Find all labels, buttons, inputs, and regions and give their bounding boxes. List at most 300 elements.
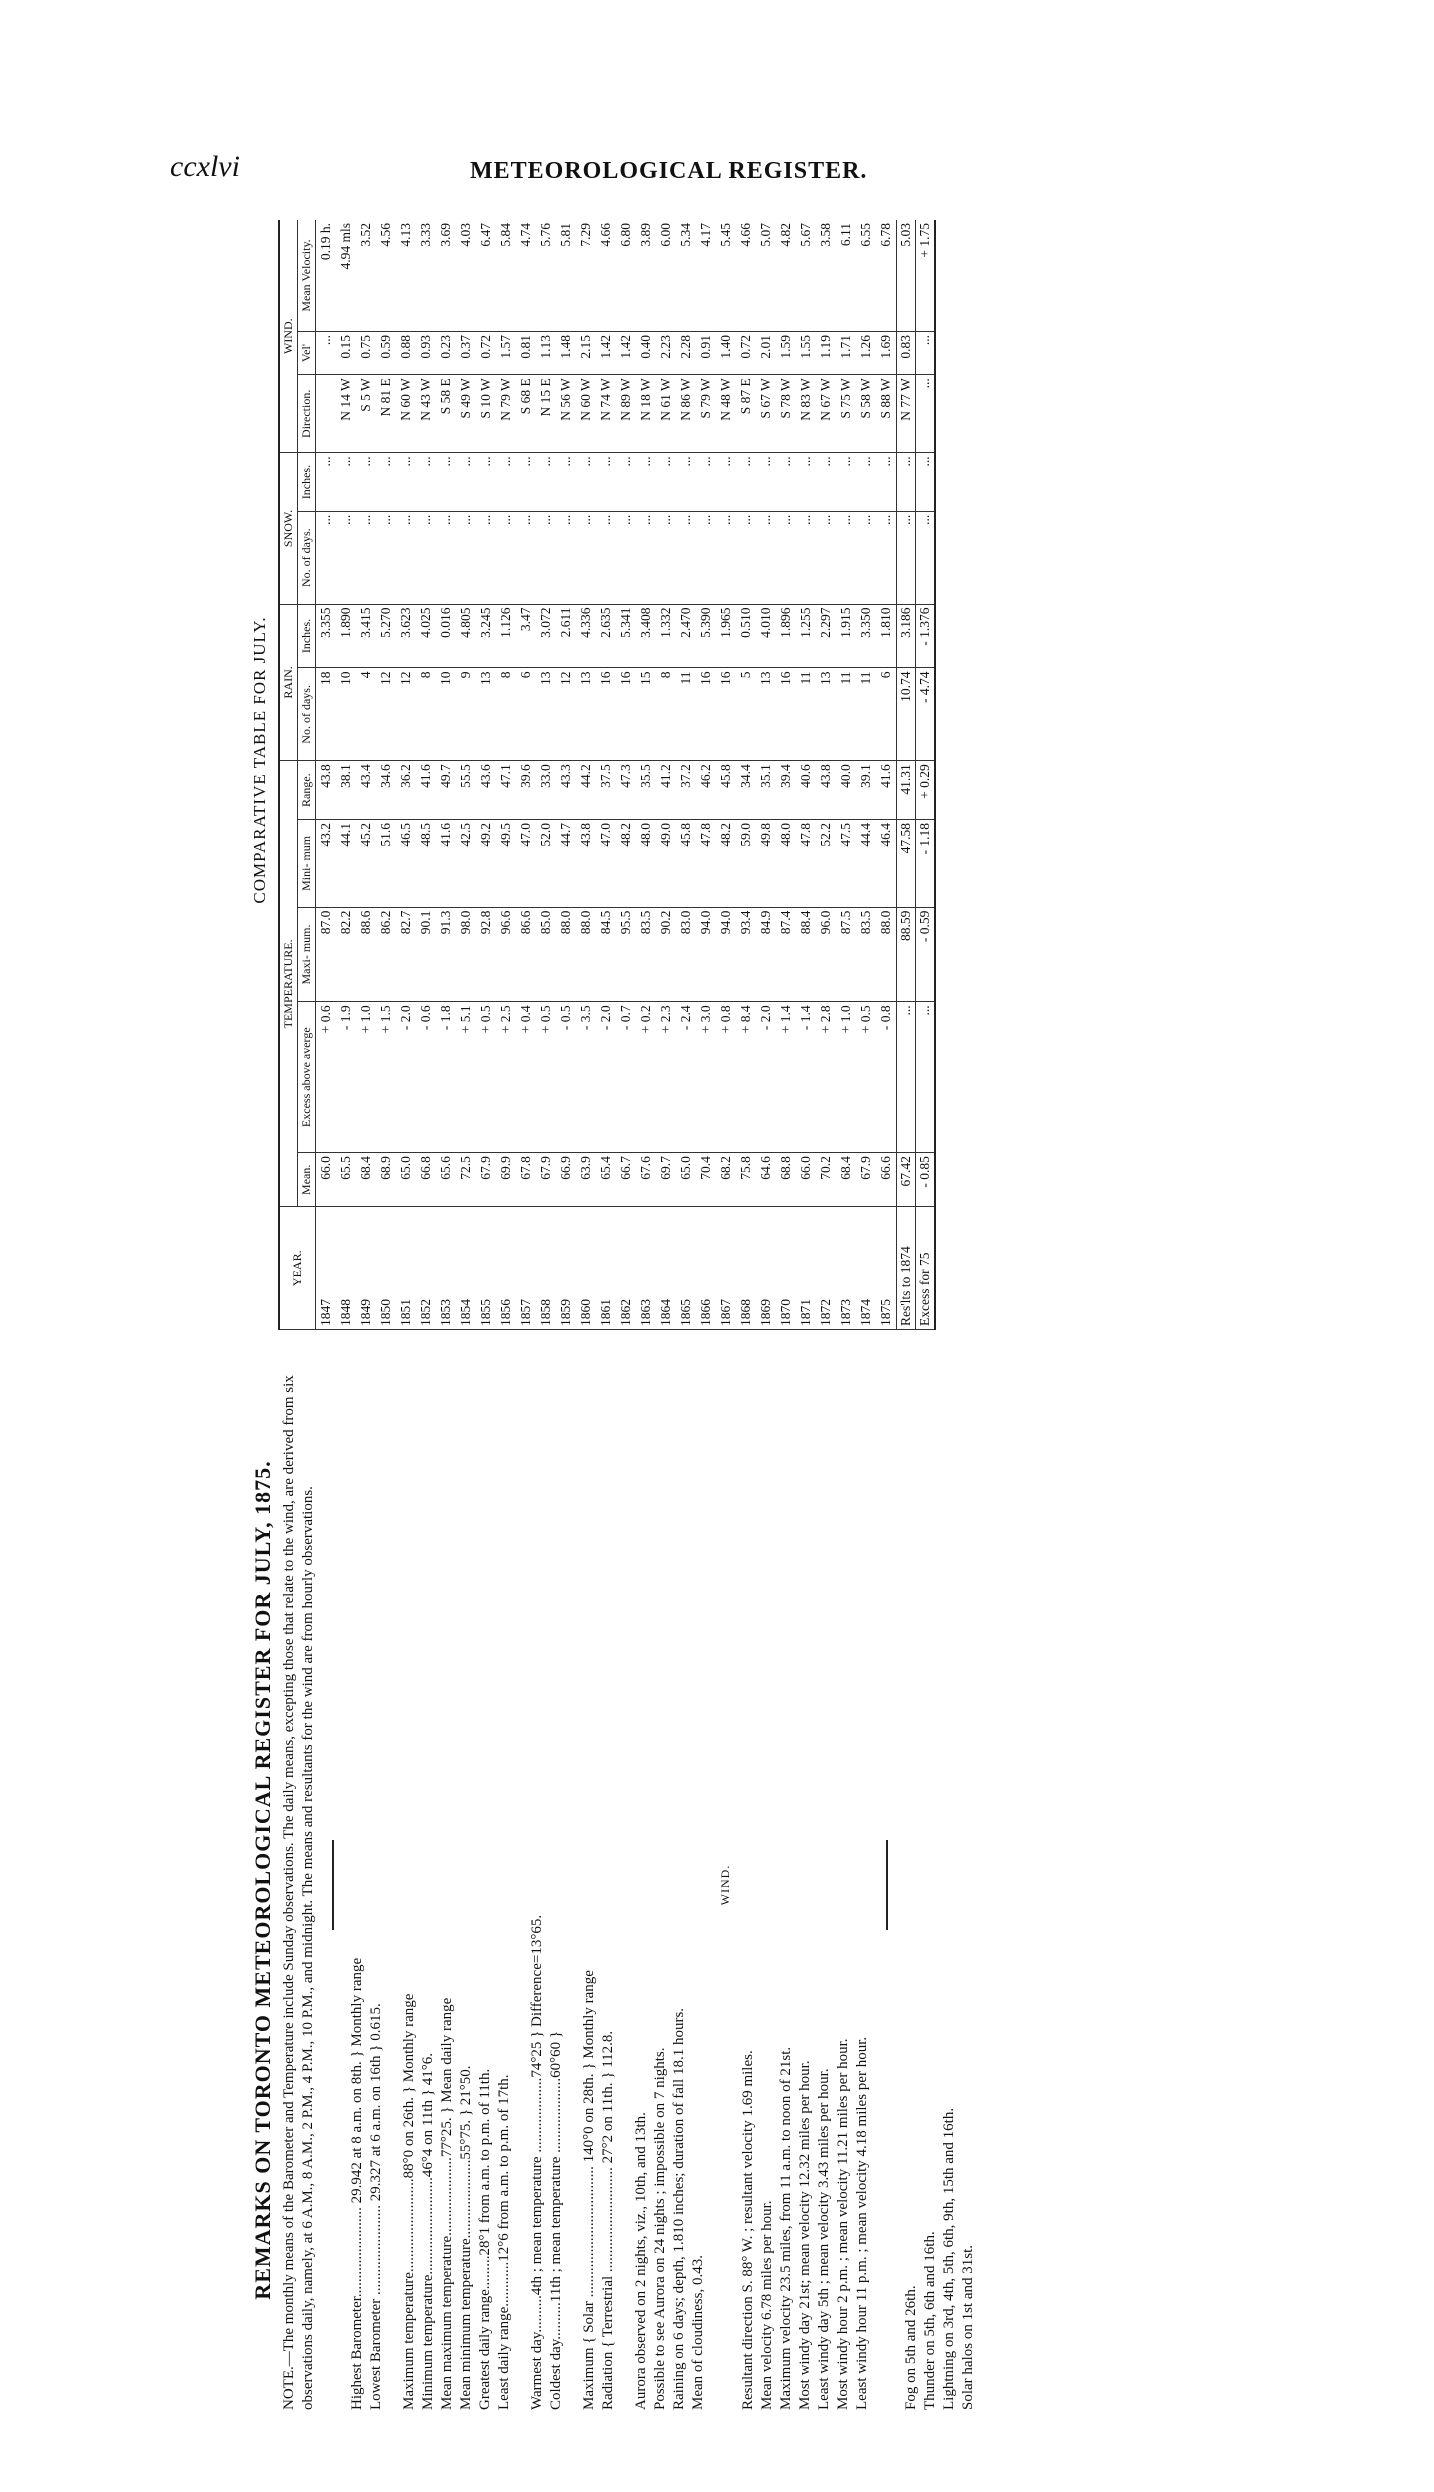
- remarks-notes: [280, 1360, 978, 2410]
- col-direction: Direction.: [298, 375, 316, 453]
- table-row: [376, 220, 396, 1330]
- table-cell: - 1.9: [336, 1002, 356, 1153]
- table-cell: + 1.0: [836, 1002, 856, 1153]
- group-temperature: TEMPERATURE.: [279, 761, 298, 1207]
- table-cell: 1847: [316, 1207, 337, 1330]
- table-row: [676, 220, 696, 1330]
- table-cell: Excess for 75: [916, 1207, 936, 1330]
- table-cell: 1866: [696, 1207, 716, 1330]
- table-cell: ...: [356, 453, 376, 511]
- table-cell: 55.5: [456, 761, 476, 820]
- table-cell: 0.72: [476, 331, 496, 374]
- table-cell: ...: [916, 375, 936, 453]
- table-cell: N 86 W: [676, 375, 696, 453]
- table-cell: 1858: [536, 1207, 556, 1330]
- table-cell: 3.245: [476, 604, 496, 668]
- table-row: [396, 220, 416, 1330]
- table-cell: ...: [716, 511, 736, 604]
- barometer-line: Lowest Barometer ........................ 29.327 at 6 a.m. on 16th } 0.615.: [368, 2003, 384, 2410]
- table-cell: 41.6: [436, 820, 456, 908]
- table-cell: ...: [496, 453, 516, 511]
- table-cell: 5: [736, 668, 756, 761]
- table-cell: 52.2: [816, 820, 836, 908]
- table-cell: ...: [897, 453, 916, 511]
- table-cell: S 79 W: [696, 375, 716, 453]
- thermometer-line: Least daily range............12°6 from a.m. to p.m. of 17th.: [496, 2074, 512, 2410]
- table-cell: - 2.4: [676, 1002, 696, 1153]
- table-cell: ...: [316, 453, 337, 511]
- table-cell: 82.7: [396, 907, 416, 1002]
- col-vel: Vel': [298, 331, 316, 374]
- table-row: [796, 220, 816, 1330]
- remarks-title: REMARKS ON TORONTO METEOROLOGICAL REGISTER FOR JULY, 1875.: [250, 1460, 275, 2300]
- table-cell: ...: [496, 511, 516, 604]
- table-cell: 65.0: [396, 1153, 416, 1207]
- table-cell: 91.3: [436, 907, 456, 1002]
- table-cell: 1875: [876, 1207, 897, 1330]
- col-rain-days: No. of days.: [298, 668, 316, 761]
- table-cell: 49.8: [756, 820, 776, 908]
- table-cell: ...: [776, 453, 796, 511]
- table-cell: ...: [636, 453, 656, 511]
- table-cell: 11: [836, 668, 856, 761]
- table-cell: ...: [456, 511, 476, 604]
- table-cell: 5.84: [496, 220, 516, 331]
- table-cell: 40.0: [836, 761, 856, 820]
- table-cell: 35.5: [636, 761, 656, 820]
- table-cell: 1864: [656, 1207, 676, 1330]
- table-cell: N 67 W: [816, 375, 836, 453]
- table-cell: ...: [876, 453, 897, 511]
- col-excess: Excess above averge: [298, 1002, 316, 1153]
- table-cell: 65.4: [596, 1153, 616, 1207]
- table-cell: ...: [596, 453, 616, 511]
- table-cell: ...: [676, 453, 696, 511]
- wind-line: Least windy hour 11 p.m. ; mean velocity 4.18 miles per hour.: [854, 2036, 870, 2410]
- table-cell: 1860: [576, 1207, 596, 1330]
- table-row: [576, 220, 596, 1330]
- table-cell: ...: [856, 511, 876, 604]
- table-row: [696, 220, 716, 1330]
- radiation-section: [580, 1360, 618, 2410]
- table-cell: 4.805: [456, 604, 476, 668]
- table-cell: 43.8: [576, 820, 596, 908]
- table-cell: ...: [616, 511, 636, 604]
- table-cell: 8: [656, 668, 676, 761]
- table-cell: 13: [756, 668, 776, 761]
- table-cell: S 68 E: [516, 375, 536, 453]
- table-cell: + 0.5: [856, 1002, 876, 1153]
- col-mean: Mean.: [298, 1153, 316, 1207]
- table-cell: N 15 E: [536, 375, 556, 453]
- table-cell: 1859: [556, 1207, 576, 1330]
- table-cell: - 1.18: [916, 820, 936, 908]
- table-cell: 40.6: [796, 761, 816, 820]
- table-row: [716, 220, 736, 1330]
- misc-line: Possible to see Aurora on 24 nights ; impossible on 7 nights.: [652, 2047, 668, 2410]
- table-cell: + 2.3: [656, 1002, 676, 1153]
- table-cell: ...: [836, 453, 856, 511]
- table-cell: 45.2: [356, 820, 376, 908]
- table-cell: 68.4: [356, 1153, 376, 1207]
- page-folio: ccxlvi: [170, 150, 240, 183]
- table-cell: 6: [876, 668, 897, 761]
- table-cell: N 14 W: [336, 375, 356, 453]
- table-cell: 4.03: [456, 220, 476, 331]
- table-cell: 4.17: [696, 220, 716, 331]
- table-cell: 5.270: [376, 604, 396, 668]
- table-cell: 85.0: [536, 907, 556, 1002]
- phenomena-line: Lightning on 3rd, 4th, 5th, 6th, 9th, 15th and 16th.: [941, 2107, 957, 2410]
- table-cell: 0.19 h.: [316, 220, 337, 331]
- table-cell: S 87 E: [736, 375, 756, 453]
- table-cell: 1863: [636, 1207, 656, 1330]
- table-cell: 1.332: [656, 604, 676, 668]
- table-cell: ...: [796, 453, 816, 511]
- table-cell: 41.6: [876, 761, 897, 820]
- table-cell: ...: [376, 453, 396, 511]
- table-cell: ...: [897, 511, 916, 604]
- table-cell: 15: [636, 668, 656, 761]
- table-cell: 3.355: [316, 604, 337, 668]
- table-cell: 6.78: [876, 220, 897, 331]
- table-cell: 44.2: [576, 761, 596, 820]
- table-cell: 43.8: [816, 761, 836, 820]
- table-cell: ...: [916, 331, 936, 374]
- table-cell: ...: [536, 511, 556, 604]
- table-cell: ...: [476, 511, 496, 604]
- table-cell: ...: [436, 453, 456, 511]
- table-cell: 12: [556, 668, 576, 761]
- table-cell: 5.390: [696, 604, 716, 668]
- note-paragraph: NOTE.—The monthly means of the Barometer and Temperature include Sunday observations. The daily means, excepting those that relate to the wind, are derived from six observations daily, namely, at 6 A.M., 8 A.M., 2 P.M., 4 P.M., 10 P.M., and midnight. The means and resultants for the wind are from hourly observations.: [281, 1375, 316, 2410]
- table-cell: ...: [316, 511, 337, 604]
- table-cell: 1870: [776, 1207, 796, 1330]
- table-cell: 39.6: [516, 761, 536, 820]
- table-row: [836, 220, 856, 1330]
- table-cell: 16: [596, 668, 616, 761]
- table-cell: + 5.1: [456, 1002, 476, 1153]
- table-cell: 4.66: [736, 220, 756, 331]
- table-cell: ...: [897, 1002, 916, 1153]
- table-cell: 5.03: [897, 220, 916, 331]
- phenomena-line: Solar halos on 1st and 31st.: [960, 2245, 976, 2410]
- table-cell: 9: [456, 668, 476, 761]
- table-cell: 48.2: [716, 820, 736, 908]
- table-cell: 1.890: [336, 604, 356, 668]
- table-cell: 6.11: [836, 220, 856, 331]
- radiation-line: Maximum { Solar ................................... 140°0 on 28th. } Monthly range: [581, 1970, 597, 2410]
- table-cell: 88.4: [796, 907, 816, 1002]
- table-cell: 88.59: [897, 907, 916, 1002]
- table-cell: ...: [476, 453, 496, 511]
- table-cell: 1851: [396, 1207, 416, 1330]
- barometer-section: [348, 1360, 386, 2410]
- table-cell: 4.010: [756, 604, 776, 668]
- table-cell: 11: [676, 668, 696, 761]
- table-cell: 5.45: [716, 220, 736, 331]
- table-cell: 47.3: [616, 761, 636, 820]
- table-cell: 66.6: [876, 1153, 897, 1207]
- table-cell: 4.56: [376, 220, 396, 331]
- table-cell: ...: [856, 453, 876, 511]
- table-cell: 41.6: [416, 761, 436, 820]
- table-cell: 48.0: [776, 820, 796, 908]
- table-cell: + 0.5: [476, 1002, 496, 1153]
- table-cell: 41.2: [656, 761, 676, 820]
- table-cell: N 61 W: [656, 375, 676, 453]
- table-cell: ...: [656, 453, 676, 511]
- table-cell: N 83 W: [796, 375, 816, 453]
- table-cell: 67.9: [536, 1153, 556, 1207]
- table-cell: N 43 W: [416, 375, 436, 453]
- table-title: COMPARATIVE TABLE FOR JULY.: [250, 616, 269, 904]
- table-cell: S 88 W: [876, 375, 897, 453]
- table-cell: S 67 W: [756, 375, 776, 453]
- table-cell: + 3.0: [696, 1002, 716, 1153]
- table-cell: 6.55: [856, 220, 876, 331]
- table-cell: 2.15: [576, 331, 596, 374]
- table-cell: 4.74: [516, 220, 536, 331]
- table-cell: 3.58: [816, 220, 836, 331]
- table-cell: 0.72: [736, 331, 756, 374]
- table-cell: 3.350: [856, 604, 876, 668]
- table-cell: 1.896: [776, 604, 796, 668]
- table-cell: ...: [416, 453, 436, 511]
- group-rain: RAIN.: [279, 604, 298, 761]
- table-cell: ...: [436, 511, 456, 604]
- thermometer-line: Greatest daily range.........28°1 from a.m. to p.m. of 11th.: [477, 2068, 493, 2410]
- table-cell: 1852: [416, 1207, 436, 1330]
- table-cell: 0.88: [396, 331, 416, 374]
- table-cell: 67.9: [856, 1153, 876, 1207]
- table-cell: 0.510: [736, 604, 756, 668]
- table-cell: 95.5: [616, 907, 636, 1002]
- table-cell: 0.83: [897, 331, 916, 374]
- table-cell: 0.91: [696, 331, 716, 374]
- misc-line: Mean of cloudiness, 0.43.: [690, 2255, 706, 2410]
- table-cell: 36.2: [396, 761, 416, 820]
- table-cell: 0.59: [376, 331, 396, 374]
- table-cell: 3.47: [516, 604, 536, 668]
- misc-line: Raining on 6 days; depth, 1.810 inches; duration of fall 18.1 hours.: [671, 2007, 687, 2410]
- table-cell: 67.8: [516, 1153, 536, 1207]
- table-cell: 1.59: [776, 331, 796, 374]
- table-cell: 1.48: [556, 331, 576, 374]
- wind-line: Most windy day 21st; mean velocity 12.32 miles per hour.: [797, 2060, 813, 2410]
- table-cell: 12: [376, 668, 396, 761]
- table-body: [316, 220, 936, 1330]
- table-row: [656, 220, 676, 1330]
- table-cell: ...: [516, 453, 536, 511]
- table-cell: 3.186: [897, 604, 916, 668]
- table-cell: 0.016: [436, 604, 456, 668]
- table-cell: 33.0: [536, 761, 556, 820]
- self-registering-section: [400, 1360, 514, 2410]
- table-cell: 49.2: [476, 820, 496, 908]
- table-cell: Res'lts to 1874: [897, 1207, 916, 1330]
- table-cell: S 58 E: [436, 375, 456, 453]
- table-cell: 0.93: [416, 331, 436, 374]
- table-cell: 4.94 mls: [336, 220, 356, 331]
- table-cell: 48.2: [616, 820, 636, 908]
- table-cell: 96.0: [816, 907, 836, 1002]
- table-cell: ...: [576, 511, 596, 604]
- wind-line: Resultant direction S. 88° W. ; resultant velocity 1.69 miles.: [740, 2050, 756, 2410]
- table-cell: ...: [676, 511, 696, 604]
- table-row: [516, 220, 536, 1330]
- table-cell: 37.2: [676, 761, 696, 820]
- phenomena-line: Thunder on 5th, 6th and 16th.: [922, 2231, 938, 2410]
- warm-cold-line: Warmest day..........4th ; mean temperature ....................74°25 } Difference=13°65.: [529, 1914, 545, 2410]
- table-cell: 65.0: [676, 1153, 696, 1207]
- table-cell: N 60 W: [396, 375, 416, 453]
- excess-row: [916, 220, 936, 1330]
- table-row: [736, 220, 756, 1330]
- table-cell: 5.67: [796, 220, 816, 331]
- table-cell: + 0.6: [316, 1002, 337, 1153]
- table-cell: 44.7: [556, 820, 576, 908]
- table-cell: 49.5: [496, 820, 516, 908]
- table-row: [456, 220, 476, 1330]
- table-cell: 6.80: [616, 220, 636, 331]
- table-cell: - 1.8: [436, 1002, 456, 1153]
- table-cell: N 18 W: [636, 375, 656, 453]
- table-cell: - 0.7: [616, 1002, 636, 1153]
- table-cell: ...: [656, 511, 676, 604]
- wind-line: Least windy day 5th ; mean velocity 3.43 miles per hour.: [816, 2068, 832, 2410]
- table-cell: 0.75: [356, 331, 376, 374]
- table-cell: N 60 W: [576, 375, 596, 453]
- table-cell: 6.00: [656, 220, 676, 331]
- table-cell: 3.623: [396, 604, 416, 668]
- table-cell: 66.8: [416, 1153, 436, 1207]
- table-cell: 1853: [436, 1207, 456, 1330]
- table-cell: 46.5: [396, 820, 416, 908]
- results-row: [897, 220, 916, 1330]
- table-cell: ...: [916, 1002, 936, 1153]
- table-cell: 16: [616, 668, 636, 761]
- col-mean-velocity: Mean Velocity.: [298, 220, 316, 331]
- table-cell: - 0.8: [876, 1002, 897, 1153]
- table-cell: 86.2: [376, 907, 396, 1002]
- table-cell: 94.0: [716, 907, 736, 1002]
- table-cell: 88.0: [576, 907, 596, 1002]
- table-cell: ...: [316, 331, 337, 374]
- table-cell: 87.4: [776, 907, 796, 1002]
- table-cell: 1.42: [596, 331, 616, 374]
- col-year: YEAR.: [279, 1207, 316, 1330]
- table-cell: 47.8: [696, 820, 716, 908]
- table-cell: 2.297: [816, 604, 836, 668]
- table-cell: 1869: [756, 1207, 776, 1330]
- table-row: [336, 220, 356, 1330]
- table-cell: - 2.0: [396, 1002, 416, 1153]
- table-row: [876, 220, 897, 1330]
- table-cell: 49.0: [656, 820, 676, 908]
- col-snow-inches: Inches.: [298, 453, 316, 511]
- table-cell: 87.5: [836, 907, 856, 1002]
- table-cell: 51.6: [376, 820, 396, 908]
- table-cell: 66.9: [556, 1153, 576, 1207]
- table-cell: 0.37: [456, 331, 476, 374]
- table-cell: 1.55: [796, 331, 816, 374]
- table-cell: 69.7: [656, 1153, 676, 1207]
- table-cell: 11: [796, 668, 816, 761]
- running-head: METEOROLOGICAL REGISTER.: [470, 158, 868, 184]
- table-cell: 68.2: [716, 1153, 736, 1207]
- table-cell: ...: [396, 511, 416, 604]
- misc-line: Aurora observed on 2 nights, viz., 10th, and 13th.: [633, 2112, 649, 2410]
- table-cell: 47.5: [836, 820, 856, 908]
- table-cell: ...: [356, 511, 376, 604]
- table-cell: 47.0: [596, 820, 616, 908]
- table-cell: 92.8: [476, 907, 496, 1002]
- table-cell: 45.8: [716, 761, 736, 820]
- table-cell: ...: [836, 511, 856, 604]
- table-cell: 44.1: [336, 820, 356, 908]
- table-cell: S 78 W: [776, 375, 796, 453]
- table-cell: 5.81: [556, 220, 576, 331]
- table-row: [616, 220, 636, 1330]
- table-cell: ...: [516, 511, 536, 604]
- table-cell: 68.8: [776, 1153, 796, 1207]
- table-cell: 48.0: [636, 820, 656, 908]
- table-cell: 1.26: [856, 331, 876, 374]
- table-cell: 6: [516, 668, 536, 761]
- table-cell: S 49 W: [456, 375, 476, 453]
- table-cell: 2.611: [556, 604, 576, 668]
- table-cell: + 0.5: [536, 1002, 556, 1153]
- table-row: [476, 220, 496, 1330]
- table-cell: 13: [476, 668, 496, 761]
- table-cell: ...: [916, 511, 936, 604]
- table-cell: + 0.4: [516, 1002, 536, 1153]
- divider: [886, 1840, 888, 1930]
- table-cell: 4: [356, 668, 376, 761]
- table-cell: 39.1: [856, 761, 876, 820]
- misc-section: [632, 1360, 708, 2410]
- table-cell: ...: [416, 511, 436, 604]
- table-cell: 0.15: [336, 331, 356, 374]
- table-cell: ...: [756, 511, 776, 604]
- table-cell: 3.072: [536, 604, 556, 668]
- table-cell: 3.69: [436, 220, 456, 331]
- table-cell: 3.52: [356, 220, 376, 331]
- table-cell: ...: [556, 511, 576, 604]
- table-cell: 82.2: [336, 907, 356, 1002]
- table-cell: 83.5: [636, 907, 656, 1002]
- wind-line: Most windy hour 2 p.m. ; mean velocity 11.21 miles per hour.: [835, 2038, 851, 2410]
- table-cell: 69.9: [496, 1153, 516, 1207]
- table-cell: - 3.5: [576, 1002, 596, 1153]
- table-cell: + 2.8: [816, 1002, 836, 1153]
- divider: [332, 1840, 334, 1930]
- group-snow: SNOW.: [279, 453, 298, 604]
- table-cell: 16: [696, 668, 716, 761]
- table-cell: 1855: [476, 1207, 496, 1330]
- table-cell: 1872: [816, 1207, 836, 1330]
- table-cell: + 1.75: [916, 220, 936, 331]
- table-cell: 18: [316, 668, 337, 761]
- table-cell: 0.81: [516, 331, 536, 374]
- table-cell: 70.4: [696, 1153, 716, 1207]
- table-cell: 46.2: [696, 761, 716, 820]
- table-cell: 1.40: [716, 331, 736, 374]
- table-cell: 1.13: [536, 331, 556, 374]
- table-cell: 8: [416, 668, 436, 761]
- table-cell: 8: [496, 668, 516, 761]
